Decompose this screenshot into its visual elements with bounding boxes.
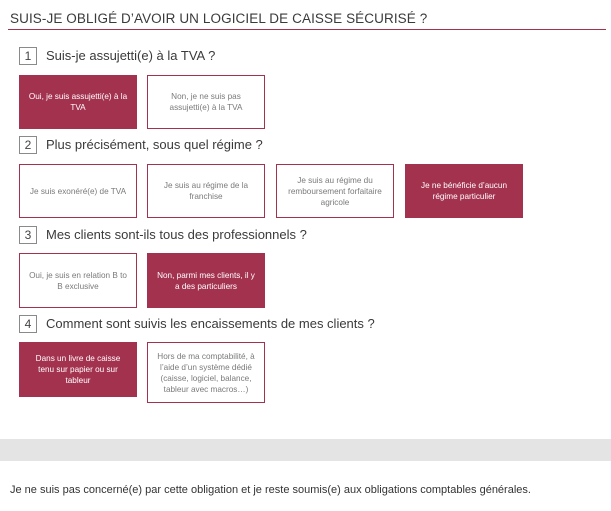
question-2-number: 2 (19, 136, 37, 154)
option-q3-particuliers[interactable]: Non, parmi mes clients, il y a des particuliers (147, 253, 265, 308)
question-1-number: 1 (19, 47, 37, 65)
option-q2-forfaitaire-agricole[interactable]: Je suis au régime du remboursement forfaitaire agricole (276, 164, 394, 218)
page-title: SUIS-JE OBLIGÉ D’AVOIR UN LOGICIEL DE CAISSE SÉCURISÉ ? (10, 11, 428, 26)
option-q4-systeme-dedie[interactable]: Hors de ma comptabilité, à l’aide d’un système dédié (caisse, logiciel, balance, tableur avec macros…) (147, 342, 265, 403)
option-q1-yes[interactable]: Oui, je suis assujetti(e) à la TVA (19, 75, 137, 129)
question-2-text: Plus précisément, sous quel régime ? (46, 137, 263, 152)
question-3-text: Mes clients sont-ils tous des professionnels ? (46, 227, 307, 242)
option-q4-livre-caisse[interactable]: Dans un livre de caisse tenu sur papier ou sur tableur (19, 342, 137, 397)
option-q2-aucun-regime[interactable]: Je ne bénéficie d’aucun régime particulier (405, 164, 523, 218)
title-divider (8, 29, 606, 30)
question-4-text: Comment sont suivis les encaissements de mes clients ? (46, 316, 375, 331)
question-1-text: Suis-je assujetti(e) à la TVA ? (46, 48, 216, 63)
option-q3-b2b[interactable]: Oui, je suis en relation B to B exclusive (19, 253, 137, 308)
question-3-number: 3 (19, 226, 37, 244)
option-q2-exonere[interactable]: Je suis exonéré(e) de TVA (19, 164, 137, 218)
option-q1-no[interactable]: Non, je ne suis pas assujetti(e) à la TVA (147, 75, 265, 129)
result-text: Je ne suis pas concerné(e) par cette obligation et je reste soumis(e) aux obligations comptables générales. (10, 484, 531, 496)
option-q2-franchise[interactable]: Je suis au régime de la franchise (147, 164, 265, 218)
section-divider-band (0, 439, 611, 461)
question-4-number: 4 (19, 315, 37, 333)
